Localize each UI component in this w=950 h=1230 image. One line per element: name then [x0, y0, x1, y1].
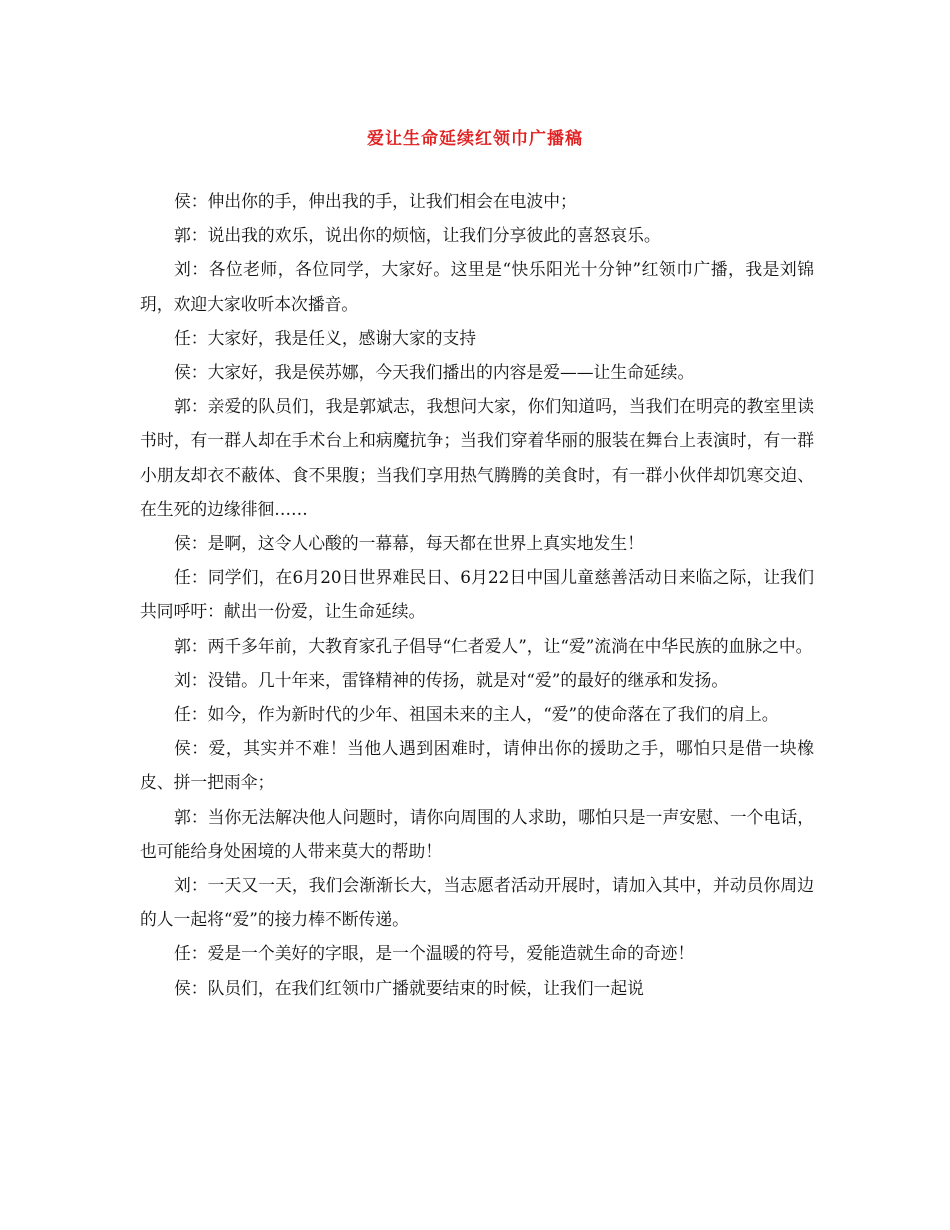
paragraph: 任：如今，作为新时代的少年、祖国未来的主人，“爱”的使命落在了我们的肩上。 [174, 704, 779, 725]
document-title: 爱让生命延续红领巾广播稿 [367, 129, 583, 149]
paragraph: 郭：当你无法解决他人问题时，请你向周围的人求助，哪怕只是一声安慰、一个电话，也可能给身处困境的人带来莫大的帮助！ [140, 806, 814, 861]
paragraph: 刘：没错。几十年来，雷锋精神的传扬，就是对“爱”的最好的继承和发扬。 [174, 669, 729, 690]
paragraph: 刘：一天又一天，我们会渐渐长大，当志愿者活动开展时，请加入其中，并动员你周边的人一起将“爱”的接力棒不断传递。 [140, 875, 814, 930]
paragraph: 侯：爱，其实并不难！当他人遇到困难时，请伸出你的援助之手，哪怕只是借一块橡皮、拼一把雨伞； [140, 738, 814, 793]
paragraph: 侯：伸出你的手，伸出我的手，让我们相会在电波中； [174, 191, 577, 211]
paragraph: 任：爱是一个美好的字眼，是一个温暖的符号，爱能造就生命的奇迹！ [174, 943, 695, 964]
document-body [140, 184, 814, 1005]
paragraph: 郭：说出我的欢乐，说出你的烦恼，让我们分享彼此的喜怒哀乐。 [174, 225, 661, 246]
paragraph: 郭：亲爱的队员们，我是郭斌志，我想问大家，你们知道吗，当我们在明亮的教室里读书时，有一群人却在手术台上和病魔抗争；当我们穿着华丽的服装在舞台上表演时，有一群小朋友却衣不蔽体、食不果腹；当我们享用热气腾腾的美食时，有一群小伙伴却饥寒交迫、在生死的边缘徘徊…… [140, 396, 814, 519]
paragraph: 郭：两千多年前，大教育家孔子倡导“仁者爱人”，让“爱”流淌在中华民族的血脉之中。 [174, 635, 813, 656]
paragraph: 侯：大家好，我是侯苏娜，今天我们播出的内容是爱——让生命延续。 [174, 362, 695, 383]
paragraph: 任：大家好，我是任义，感谢大家的支持 [174, 327, 477, 348]
paragraph: 侯：是啊，这令人心酸的一幕幕，每天都在世界上真实地发生！ [174, 533, 644, 554]
paragraph: 刘：各位老师，各位同学，大家好。这里是“快乐阳光十分钟”红领巾广播，我是刘锦玥，欢迎大家收听本次播音。 [140, 259, 814, 314]
paragraph: 侯：队员们，在我们红领巾广播就要结束的时候，让我们一起说 [174, 977, 644, 998]
paragraph: 任：同学们，在6月20日世界难民日、6月22日中国儿童慈善活动日来临之际，让我们共同呼吁：献出一份爱，让生命延续。 [140, 567, 814, 622]
